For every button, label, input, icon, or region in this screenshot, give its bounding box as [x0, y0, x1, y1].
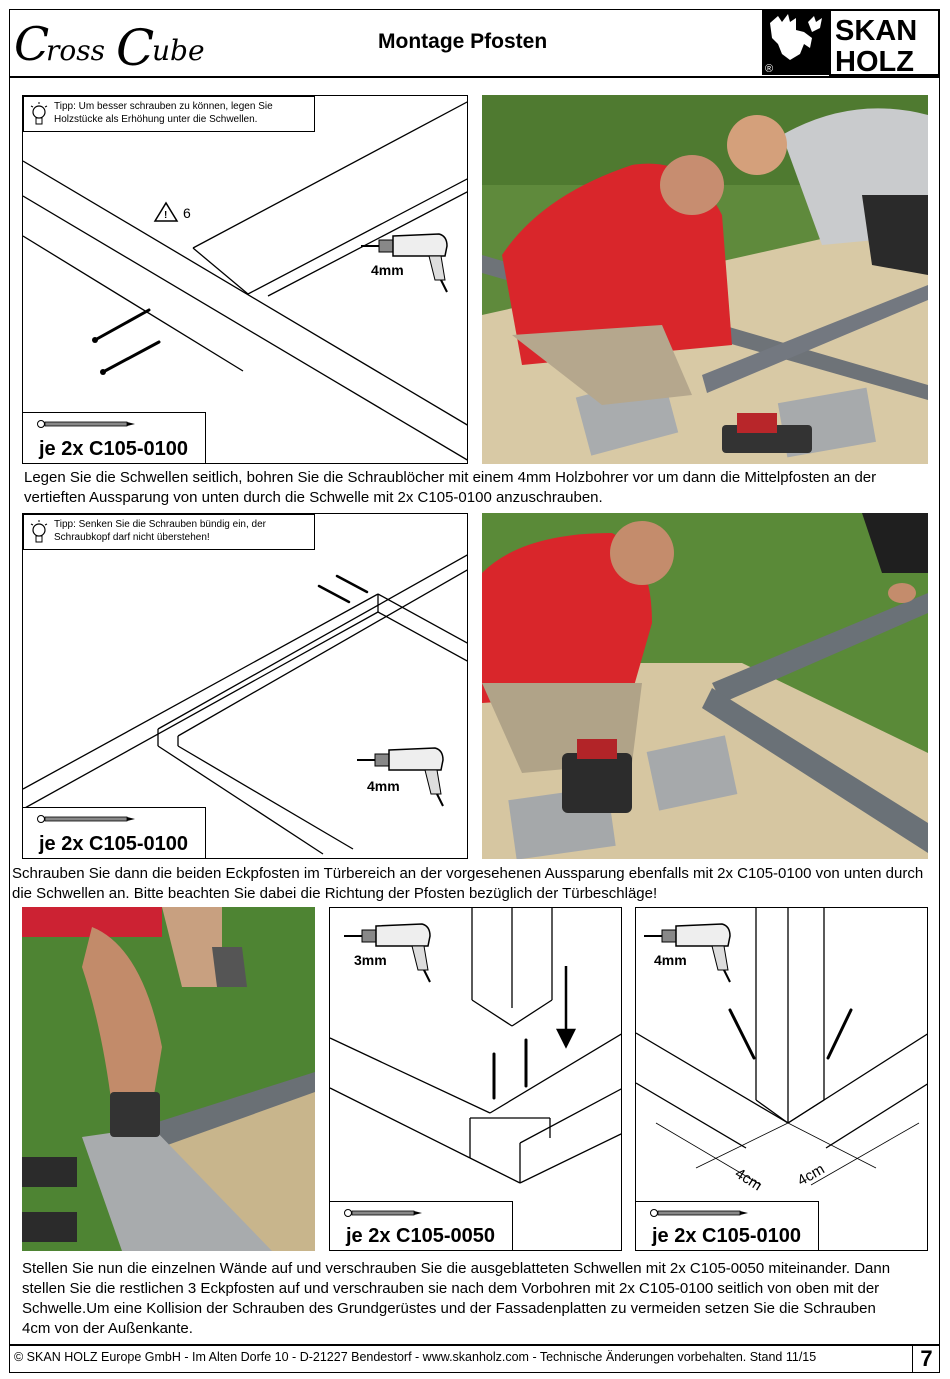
screw-icon: [37, 814, 137, 824]
skanholz-logo: [760, 8, 941, 77]
photo-assembly-3: [22, 907, 315, 1251]
screw-icon: [344, 1208, 444, 1218]
screw-icon: [650, 1208, 750, 1218]
dimension-label-a: 4cm: [731, 1164, 765, 1195]
svg-text:C: C: [14, 17, 50, 71]
parts-label: je 2x C105-0100: [652, 1225, 802, 1247]
section3-instruction-text: Stellen Sie nun die einzelnen Wände auf und verschrauben Sie die ausgeblatteten Schwellen mit 2x C105-0050 miteinander. Dann stellen Sie die restlichen 3 Eckpfosten auf und verschrauben sie nach dem Vorbohren mit 2x C105-0100 seitlich von oben mit der Schwelle.Um eine Kollision der Schrauben des Grundgerüstes und der Fassadenplatten zu vermeiden setzen Sie die Schrauben 4cm von der Außenkante.: [22, 1260, 891, 1337]
page-number: 7: [912, 1344, 940, 1373]
parts-label: je 2x C105-0100: [39, 438, 189, 460]
tip-box: [23, 514, 315, 550]
svg-text:ross: ross: [46, 34, 105, 67]
section1-instruction-text: Legen Sie die Schwellen seitlich, bohren Sie die Schraublöcher mit einem 4mm Holzbohrer vor um dann die Mittelpfosten an der vertieften Aussparung von unten durch die Schwelle mit 2x C105-0100 anzuschrauben.: [24, 469, 877, 506]
drill-size-label: 3mm: [354, 952, 387, 968]
drill-icon: [642, 918, 734, 984]
footer-divider: [9, 1344, 940, 1346]
parts-label: je 2x C105-0100: [39, 833, 189, 855]
screw-icon: [37, 419, 137, 429]
parts-label: je 2x C105-0050: [346, 1225, 496, 1247]
logo-holz-text: HOLZ: [835, 46, 914, 77]
photo-assembly-2: [482, 513, 928, 859]
svg-text:C: C: [116, 19, 155, 74]
svg-text:ube: ube: [152, 34, 205, 67]
section1-drawing: [22, 95, 468, 464]
dimension-label-b: 4cm: [794, 1160, 828, 1190]
drill-icon: [342, 918, 434, 984]
drill-size-label: 4mm: [654, 952, 687, 968]
warning-number: 6: [183, 205, 191, 221]
lightbulb-icon: [29, 519, 49, 547]
footer-text: © SKAN HOLZ Europe GmbH - Im Alten Dorfe 10 - D-21227 Bendestorf - www.skanholz.com - Technische Änderungen vorbehalten. Stand 11/15: [14, 1350, 817, 1364]
svg-text:!: !: [164, 210, 168, 221]
parts-box: [23, 412, 206, 464]
parts-box: [636, 1201, 819, 1251]
page-title: Montage Pfosten: [378, 30, 548, 53]
parts-box: [330, 1201, 513, 1251]
lightbulb-icon: [29, 101, 49, 129]
section2-instruction-text: Schrauben Sie dann die beiden Eckpfosten im Türbereich an der vorgesehenen Aussparung ebenfalls mit 2x C105-0100 von unten durch die Schwellen an. Bitte beachten Sie dabei die Richtung der Pfosten bezüglich der Türbeschläge!: [12, 865, 924, 902]
parts-box: [23, 807, 206, 859]
drill-icon: [359, 228, 451, 294]
section3-drawing-right: [635, 907, 928, 1251]
drill-size-label: 4mm: [367, 778, 400, 794]
drill-size-label: 4mm: [371, 262, 404, 278]
photo-assembly-1: [482, 95, 928, 464]
crosscube-logo: [12, 10, 252, 74]
section2-drawing: [22, 513, 468, 859]
tip-text: Tipp: Um besser schrauben zu können, legen Sie Holzstücke als Erhöhung unter die Schwellen.: [54, 101, 273, 125]
section3-drawing-left: [329, 907, 622, 1251]
tip-text: Tipp: Senken Sie die Schrauben bündig ein, der Schraubkopf darf nicht überstehen!: [54, 519, 266, 543]
drill-icon: [355, 742, 447, 808]
tip-box: [23, 96, 315, 132]
registered-mark: ®: [765, 63, 774, 75]
logo-skan-text: SKAN: [835, 15, 918, 47]
